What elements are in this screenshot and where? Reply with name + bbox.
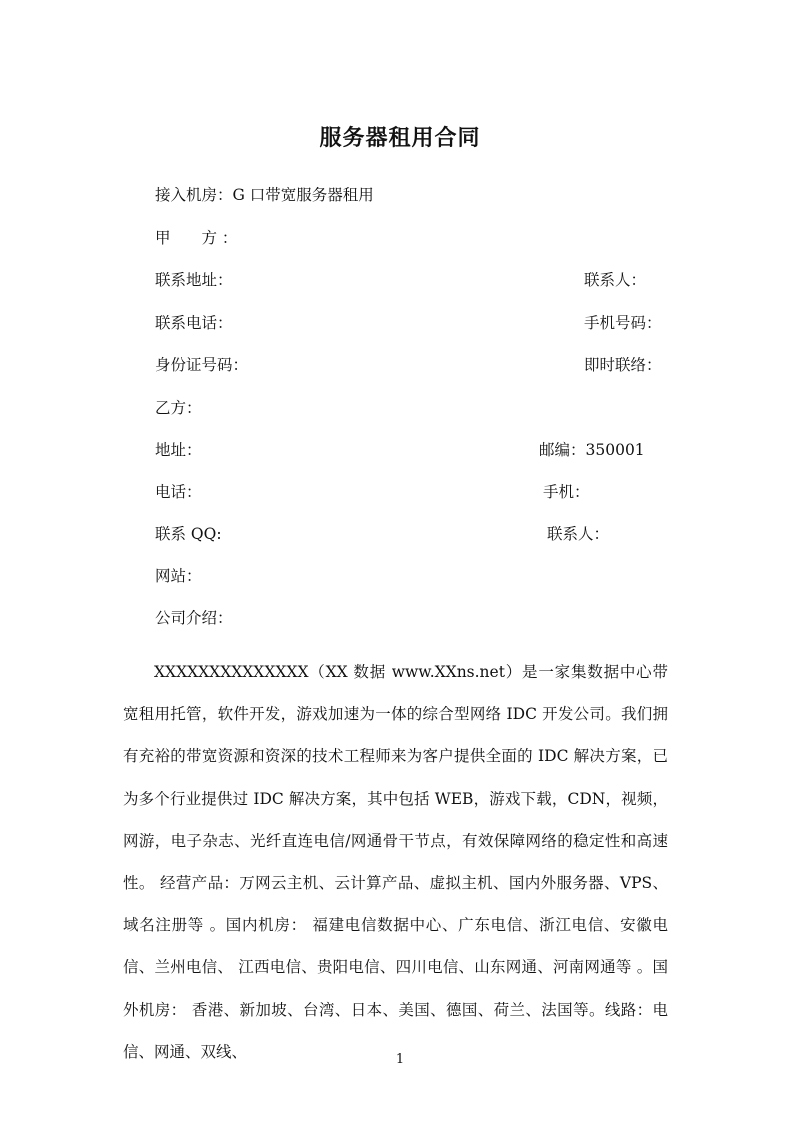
page-title: 服务器租用合同 [319, 126, 481, 151]
party-a-contact-label: 联系人： [584, 271, 647, 289]
party-b-website-label: 网站： [155, 567, 202, 585]
party-a-label: 甲 方 ： [155, 229, 238, 247]
party-b-mobile-label: 手机： [543, 483, 590, 501]
party-b-address-label: 地址： [155, 441, 202, 459]
party-a-id-label: 身份证号码： [155, 356, 249, 374]
party-a-address-label: 联系地址： [155, 271, 233, 289]
party-b-contact-label: 联系人： [547, 525, 610, 543]
page-number: 1 [395, 1052, 405, 1067]
party-b-phone-label: 电话： [155, 483, 202, 501]
access-room-line: 接入机房：G 口带宽服务器租用 [155, 186, 374, 204]
intro-heading: 公司介绍： [155, 609, 233, 627]
party-a-mobile-label: 手机号码： [584, 314, 662, 332]
party-b-postcode: 邮编：350001 [539, 441, 645, 459]
party-a-phone-label: 联系电话： [155, 314, 233, 332]
party-b-qq-label: 联系 QQ: [155, 525, 222, 543]
party-b-label: 乙方： [155, 399, 202, 417]
intro-paragraph: XXXXXXXXXXXXXX（XX 数据 www.XXns.net）是一家集数据中心带宽租用托管，软件开发，游戏加速为一体的综合型网络 IDC 开发公司。我们拥有充裕的带宽资源和资深的技术工程师来为客户提供全面的 IDC 解决方案，已为多个行业提供过 IDC 解决方案，其中包括 WEB，游戏下载，CDN，视频，网游，电子杂志、光纤直连电信/网通骨干节点，有效保障网络的稳定性和高速性。 经营产品：万网云主机、云计算产品、虚拟主机、国内外服务器、VPS、域名注册等 。国内机房： 福建电信数据中心、广东电信、浙江电信、安徽电信、兰州电信、 江西电信、贵阳电信、四川电信、山东网通、河南网通等 。国外机房： 香港、新加坡、台湾、日本、美国、德国、荷兰、法国等。线路：电信、网通、双线、 [123, 663, 668, 1061]
party-a-im-label: 即时联络： [584, 356, 662, 374]
